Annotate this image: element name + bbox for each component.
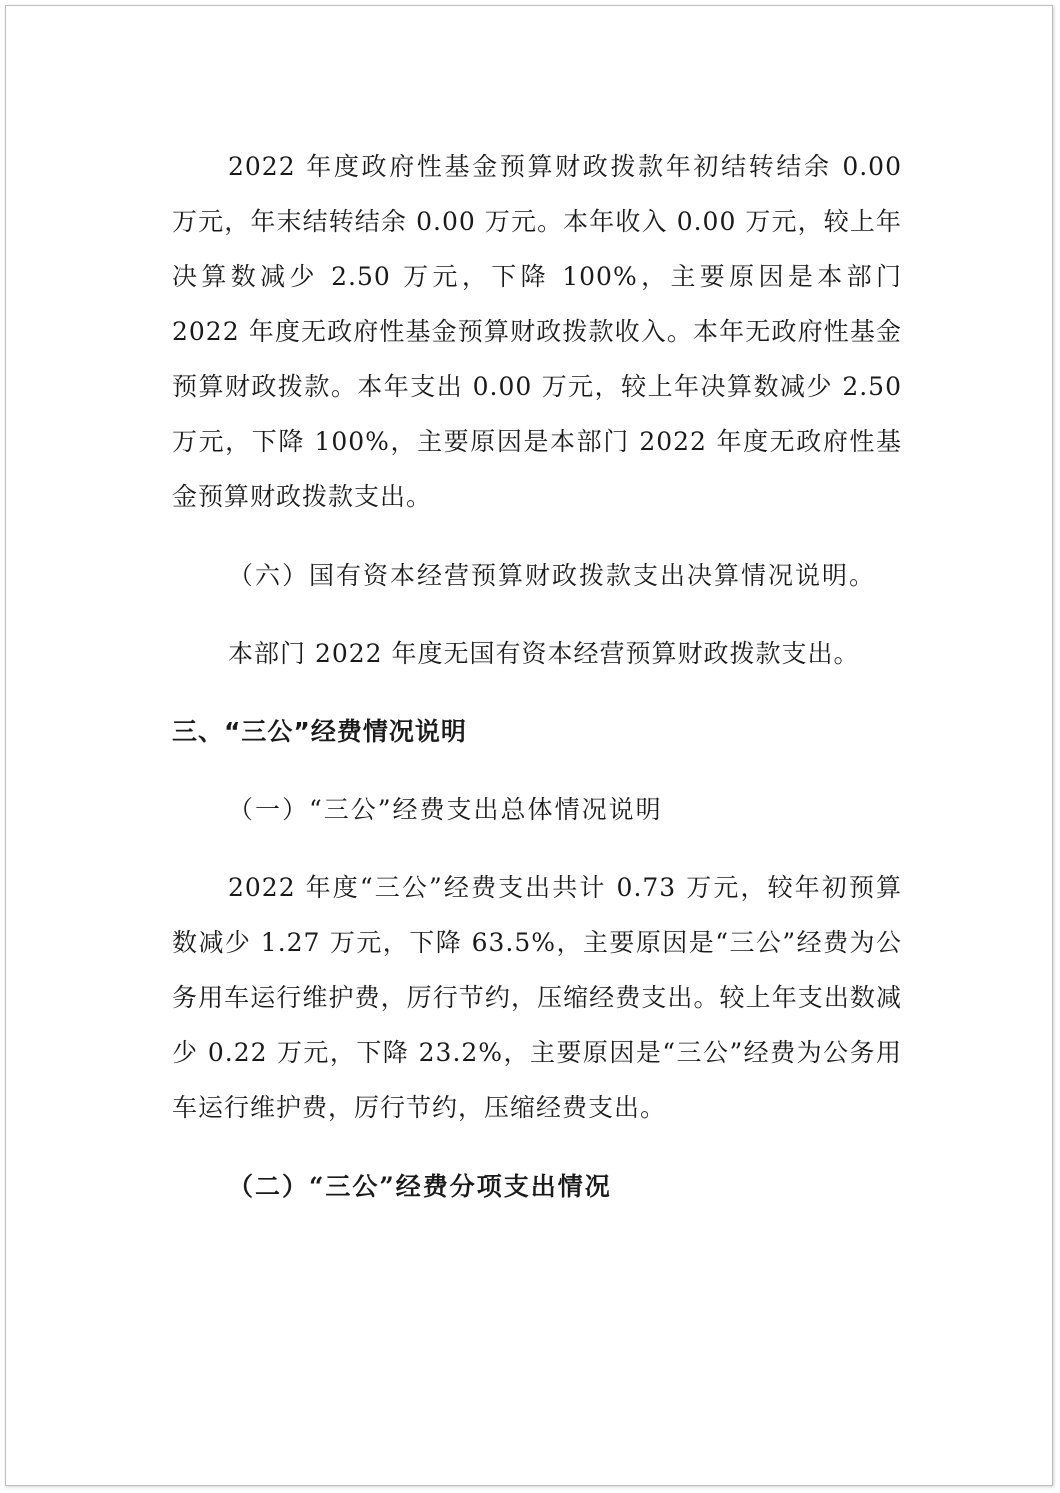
document-page: [5, 5, 1053, 1486]
subsection-1-body: 2022 年度“三公”经费支出共计 0.73 万元，较年初预算数减少 1.27 万元，下降 63.5%，主要原因是“三公”经费为公务用车运行维护费，厉行节约，压缩经费支出。较上年支出数减少 0.22 万元，下降 23.2%，主要原因是“三公”经费为公务用车运行维护费，厉行节约，压缩经费支出。: [172, 873, 902, 1122]
state-capital-heading: （六）国有资本经营预算财政拨款支出决算情况说明。: [228, 561, 877, 590]
page-content: [172, 139, 902, 1214]
section-3-heading: 三、“三公”经费情况说明: [172, 717, 467, 746]
subsection-2-heading: （二）“三公”经费分项支出情况: [228, 1172, 612, 1201]
gov-fund-summary-paragraph: 2022 年度政府性基金预算财政拨款年初结转结余 0.00 万元，年末结转结余 0.00 万元。本年收入 0.00 万元，较上年决算数减少 2.50 万元，下降 100%，主要原因是本部门 2022 年度无政府性基金预算财政拨款收入。本年无政府性基金预算财政拨款。本年支出 0.00 万元，较上年决算数减少 2.50 万元，下降 100%，主要原因是本部门 2022 年度无政府性基金预算财政拨款支出。: [172, 152, 902, 511]
subsection-1-heading: （一）“三公”经费支出总体情况说明: [228, 795, 663, 824]
state-capital-body: 本部门 2022 年度无国有资本经营预算财政拨款支出。: [228, 639, 860, 668]
